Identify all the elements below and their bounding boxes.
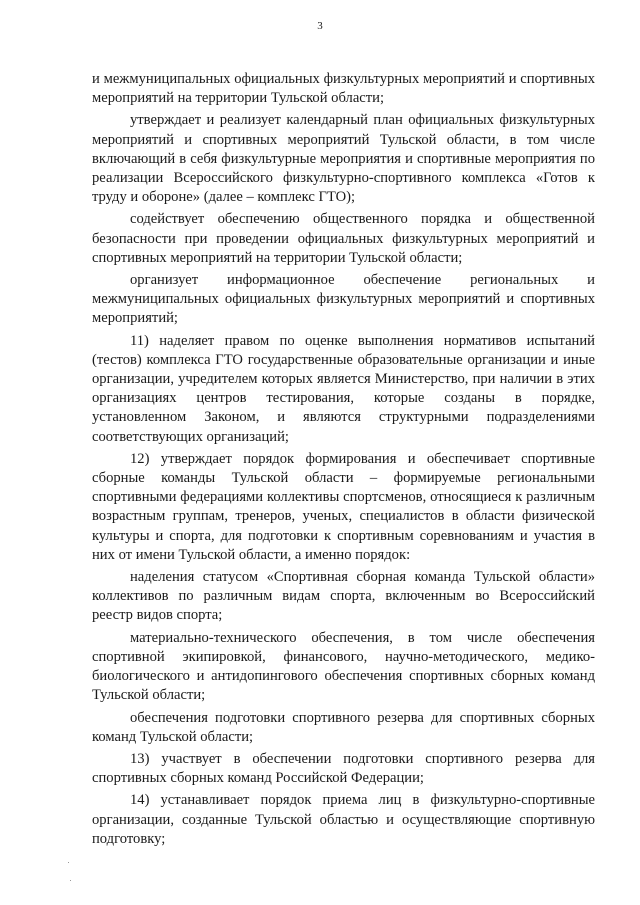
page-number: 3 (317, 20, 323, 32)
paragraph: наделения статусом «Спортивная сборная команда Тульской области» коллективов по различным видам спорта, включенным во Всероссийский реестр видов спорта; (92, 569, 595, 624)
paragraph: 11) наделяет правом по оценке выполнения нормативов испытаний (тестов) комплекса ГТО государственные образовательные организации и иные организации, учредителем которых является Министерство, при наличии в этих организациях центров тестирования, которые созданы в порядке, установленном Законом, и являются структурными подразделениями соответствующих организаций; (92, 332, 595, 445)
paragraph: 14) устанавливает порядок приема лиц в физкультурно-спортивные организации, созданные Тульской областью и осуществляющие спортивную подготовку; (92, 792, 595, 847)
paragraph: и межмуниципальных официальных физкультурных мероприятий и спортивных мероприятий на территории Тульской области; (92, 71, 595, 107)
scan-speck (68, 862, 69, 863)
paragraph: утверждает и реализует календарный план официальных физкультурных мероприятий и спортивных мероприятий Тульской области, в том числе включающий в себя физкультурные мероприятия и спортивные мероприятия по реализации Всероссийского физкультурно-спортивного комплекса «Готов к труду и обороне» (далее – комплекс ГТО); (92, 112, 595, 206)
document-body (92, 70, 595, 852)
paragraph: 12) утверждает порядок формирования и обеспечивает спортивные сборные команды Тульской области – формируемые региональными спортивными федерациями коллективы спортсменов, относящиеся к различным возрастным группам, тренеров, ученых, специалистов в области физической культуры и спорта, для подготовки к спортивным соревнованиям и участия в них от имени Тульской области, а именно порядок: (92, 450, 595, 563)
paragraph: 13) участвует в обеспечении подготовки спортивного резерва для спортивных сборных команд Российской Федерации; (92, 750, 595, 787)
paragraph: организует информационное обеспечение региональных и межмуниципальных официальных физкультурных мероприятий и спортивных мероприятий; (92, 272, 595, 327)
scan-speck (70, 880, 71, 881)
paragraph: материально-технического обеспечения, в том числе обеспечения спортивной экипировкой, финансового, научно-методического, медико-биологического и антидопингового обеспечения спортивных сборных команд Тульской области; (92, 629, 595, 704)
paragraph: содействует обеспечению общественного порядка и общественной безопасности при проведении официальных физкультурных мероприятий и спортивных мероприятий на территории Тульской области; (92, 211, 595, 266)
paragraph: обеспечения подготовки спортивного резерва для спортивных сборных команд Тульской области; (92, 709, 595, 745)
